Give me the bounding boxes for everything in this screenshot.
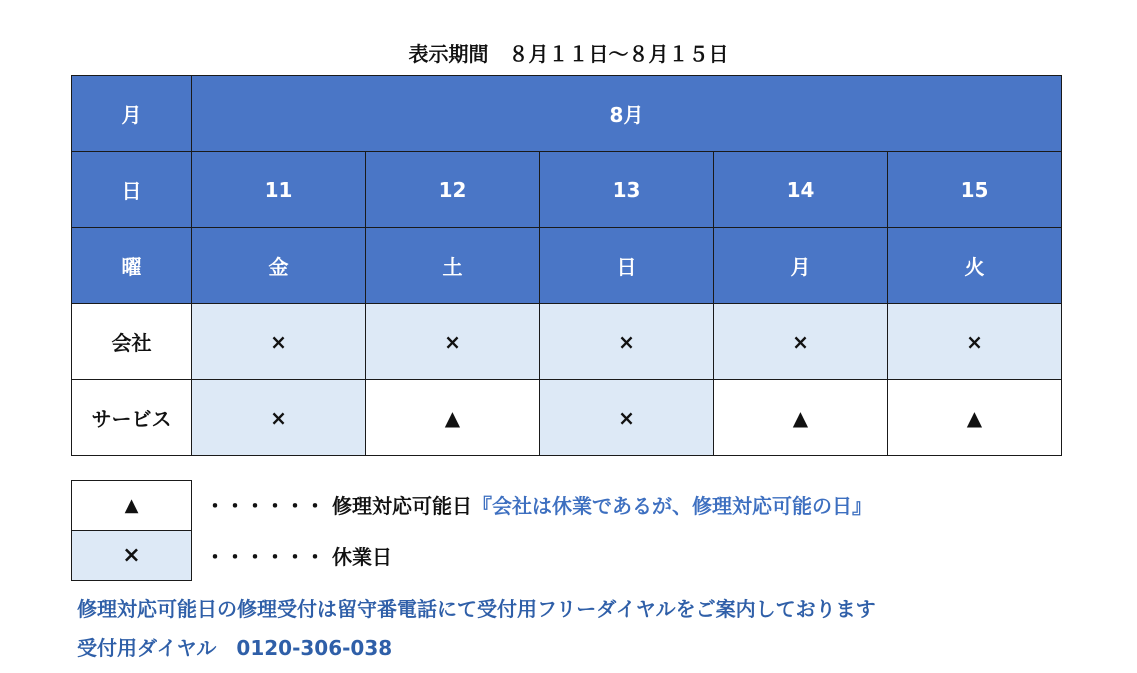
weekday-cell: 火 [888, 228, 1062, 304]
day-cell: 14 [714, 152, 888, 228]
legend-x-label: 休業日 [331, 545, 392, 569]
display-period-title: 表示期間 ８月１１日〜８月１５日 [408, 42, 729, 66]
status-cell: × [192, 304, 366, 380]
weekday-label: 曜 [72, 228, 192, 304]
company-row [72, 304, 1062, 380]
month-label: 月 [72, 76, 192, 152]
weekday-cell: 金 [192, 228, 366, 304]
legend-triangle-label: 修理対応可能日 [331, 494, 472, 518]
weekday-cell: 日 [540, 228, 714, 304]
company-row-label: 会社 [72, 304, 192, 380]
status-cell: ▲ [888, 380, 1062, 456]
footer-phone: 受付用ダイヤル 0120-306-038 [77, 636, 393, 660]
day-cell: 15 [888, 152, 1062, 228]
weekday-cell: 月 [714, 228, 888, 304]
service-row-label: サービス [72, 380, 192, 456]
legend-triangle-text [205, 490, 872, 519]
legend-x-symbol: × [71, 530, 192, 581]
month-value: 8月 [192, 76, 1062, 152]
status-cell: × [888, 304, 1062, 380]
status-cell: ▲ [714, 380, 888, 456]
day-row [72, 152, 1062, 228]
weekday-cell: 土 [366, 228, 540, 304]
day-cell: 13 [540, 152, 714, 228]
holiday-schedule-table [71, 75, 1062, 456]
day-cell: 12 [366, 152, 540, 228]
legend-x-dots: ・・・・・・ [205, 545, 325, 569]
legend-triangle-dots: ・・・・・・ [205, 494, 325, 518]
legend-triangle-symbol: ▲ [71, 480, 192, 531]
status-cell: × [540, 380, 714, 456]
legend-x-text [205, 541, 392, 570]
status-cell: × [540, 304, 714, 380]
status-cell: × [366, 304, 540, 380]
day-label: 日 [72, 152, 192, 228]
legend-triangle-note: 『会社は休業であるが、修理対応可能の日』 [471, 494, 872, 518]
status-cell: × [714, 304, 888, 380]
month-row [72, 76, 1062, 152]
status-cell: × [192, 380, 366, 456]
day-cell: 11 [192, 152, 366, 228]
footer-notice: 修理対応可能日の修理受付は留守番電話にて受付用フリーダイヤルをご案内しております [77, 597, 876, 621]
status-cell: ▲ [366, 380, 540, 456]
service-row [72, 380, 1062, 456]
weekday-row [72, 228, 1062, 304]
